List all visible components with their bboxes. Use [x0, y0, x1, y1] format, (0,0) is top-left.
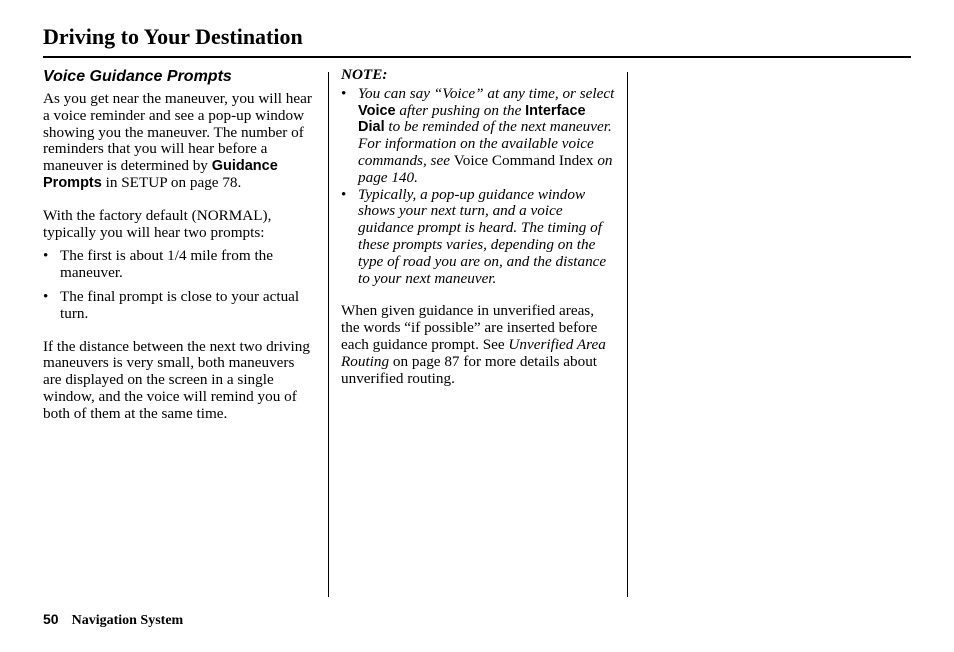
unverified-paragraph [341, 303, 616, 387]
footer-label: Navigation System [71, 613, 184, 628]
page-footer [43, 611, 183, 629]
list-item: • Typically, a pop-up guidance window shows your next turn, and a voice guidance prompt is heard. The timing of these prompts varies, depending on the type of road you are on, and the distance to your next maneuver. [341, 187, 616, 288]
intro-paragraph [43, 91, 315, 192]
note1-text-a: You can say “Voice” at any time, or select [358, 84, 615, 102]
column-divider-2 [627, 72, 628, 597]
column-left [43, 67, 315, 423]
list-item [341, 86, 616, 187]
note-label: NOTE: [341, 66, 388, 83]
guidance-prompts-label: Guidance Prompts [43, 158, 278, 191]
voice-label: Voice [358, 102, 396, 119]
intro-text-a: As you get near the maneuver, you will hear a voice reminder and see a pop-up window showing you the maneuver. The number of reminders that you will hear before a maneuver is determined by [43, 90, 312, 175]
distance-paragraph: If the distance between the next two driving maneuvers is very small, both maneuvers are displayed on the screen in a single window, and the voice will remind you of both of them at the same time. [43, 337, 310, 422]
unverified-routing-ref: Unverified Area Routing [341, 335, 606, 370]
interface-dial-label: Interface Dial [358, 102, 586, 136]
header-divider [43, 56, 911, 58]
prompt-list [43, 248, 315, 322]
page-header-title: Driving to Your Destination [43, 24, 303, 49]
list-item: • The first is about 1/4 mile from the maneuver. [43, 248, 315, 282]
note1-text-c: to be reminded of the next maneuver. For information on the available voice commands, see [358, 118, 612, 169]
section-heading: Voice Guidance Prompts [43, 68, 232, 85]
note-list [341, 86, 616, 288]
note1-text-d: on page 140. [358, 151, 613, 186]
column-middle [341, 67, 616, 387]
list-item: • The final prompt is close to your actual turn. [43, 289, 315, 323]
intro-text-b: in SETUP on page 78. [101, 173, 242, 191]
column-divider-1 [328, 72, 329, 597]
page-number: 50 [43, 611, 59, 627]
default-paragraph: With the factory default (NORMAL), typically you will hear two prompts: [43, 206, 272, 241]
unverified-text-b: on page 87 for more details about unverified routing. [341, 352, 598, 387]
note1-text-b: after pushing on the [395, 101, 526, 119]
voice-command-index-ref: Voice Command Index [453, 151, 594, 169]
unverified-text-a: When given guidance in unverified areas, the words “if possible” are inserted before each guidance prompt. See [341, 302, 598, 353]
